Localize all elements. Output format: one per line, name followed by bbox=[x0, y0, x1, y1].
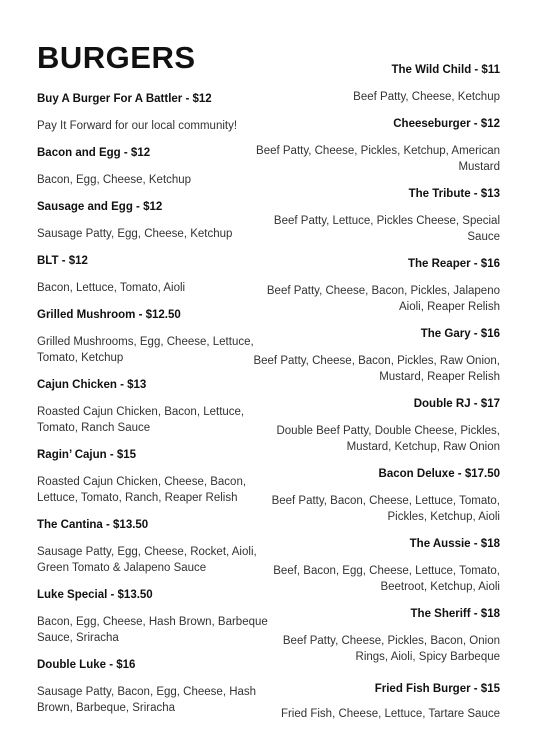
menu-item-description: Beef Patty, Cheese, Pickles, Bacon, Onion Rings, Aioli, Spicy Barbeque bbox=[282, 635, 500, 663]
menu-item-description: Fried Fish, Cheese, Lettuce, Tartare Sauce bbox=[280, 708, 500, 720]
menu-item bbox=[250, 396, 500, 466]
menu-item bbox=[37, 307, 277, 377]
menu-item bbox=[37, 377, 277, 447]
menu-item-name: The Wild Child - $11 bbox=[391, 64, 500, 76]
menu-item-description: Beef Patty, Cheese, Bacon, Pickles, Jalapeno Aioli, Reaper Relish bbox=[266, 285, 500, 313]
menu-item-name: The Aussie - $18 bbox=[409, 538, 500, 550]
menu-item-description: Bacon, Lettuce, Tomato, Aioli bbox=[37, 282, 186, 294]
menu-item bbox=[250, 606, 500, 681]
menu-item-description: Double Beef Patty, Double Cheese, Pickles, Mustard, Ketchup, Raw Onion bbox=[276, 425, 500, 453]
menu-item-name: Luke Special - $13.50 bbox=[37, 589, 153, 601]
menu-item-name: Double Luke - $16 bbox=[37, 659, 136, 671]
menu-item bbox=[37, 657, 277, 727]
menu-item bbox=[250, 466, 500, 536]
menu-item-name: The Sheriff - $18 bbox=[410, 608, 500, 620]
menu-item-description: Beef Patty, Bacon, Cheese, Lettuce, Tomato, Pickles, Ketchup, Aioli bbox=[271, 495, 500, 523]
menu-item-description: Beef Patty, Cheese, Pickles, Ketchup, American Mustard bbox=[256, 145, 500, 173]
menu-item-description: Roasted Cajun Chicken, Bacon, Lettuce, Tomato, Ranch Sauce bbox=[37, 406, 245, 434]
menu-item bbox=[250, 256, 500, 326]
menu-title: BURGERS bbox=[37, 40, 196, 75]
menu-item-description: Beef, Bacon, Egg, Cheese, Lettuce, Tomato, Beetroot, Ketchup, Aioli bbox=[273, 565, 500, 593]
menu-item-name: Sausage and Egg - $12 bbox=[37, 201, 163, 213]
menu-item-name: Double RJ - $17 bbox=[413, 398, 500, 410]
menu-item bbox=[37, 199, 277, 253]
menu-item bbox=[37, 253, 277, 307]
menu-item-name: Grilled Mushroom - $12.50 bbox=[37, 309, 181, 321]
menu-item-name: Ragin’ Cajun - $15 bbox=[37, 449, 137, 461]
menu-item-description: Sausage Patty, Bacon, Egg, Cheese, Hash Brown, Barbeque, Sriracha bbox=[37, 686, 257, 714]
menu-item bbox=[250, 681, 500, 735]
menu-item-description: Pay It Forward for our local community! bbox=[37, 120, 238, 132]
menu-column-right bbox=[250, 62, 500, 735]
menu-item-description: Beef Patty, Cheese, Ketchup bbox=[353, 91, 500, 103]
menu-item-name: Cheeseburger - $12 bbox=[393, 118, 500, 130]
menu-item-name: The Reaper - $16 bbox=[407, 258, 500, 270]
menu-item-description: Grilled Mushrooms, Egg, Cheese, Lettuce, Tomato, Ketchup bbox=[37, 336, 254, 364]
menu-item-name: BLT - $12 bbox=[37, 255, 88, 267]
menu-item-name: Fried Fish Burger - $15 bbox=[374, 683, 500, 695]
menu-item bbox=[37, 447, 277, 517]
menu-item bbox=[250, 186, 500, 256]
menu-item bbox=[37, 91, 277, 145]
menu-item-name: Cajun Chicken - $13 bbox=[37, 379, 147, 391]
menu-item-description: Roasted Cajun Chicken, Cheese, Bacon, Lettuce, Tomato, Ranch, Reaper Relish bbox=[37, 476, 247, 504]
menu-item bbox=[250, 536, 500, 606]
menu-item-description: Bacon, Egg, Cheese, Ketchup bbox=[37, 174, 192, 186]
menu-item-name: Bacon and Egg - $12 bbox=[37, 147, 151, 159]
menu-item-name: The Tribute - $13 bbox=[408, 188, 500, 200]
menu-item-description: Sausage Patty, Egg, Cheese, Ketchup bbox=[37, 228, 233, 240]
menu-item-description: Beef Patty, Lettuce, Pickles Cheese, Special Sauce bbox=[273, 215, 500, 243]
menu-item-name: The Gary - $16 bbox=[420, 328, 500, 340]
menu-item-name: Bacon Deluxe - $17.50 bbox=[378, 468, 500, 480]
menu-item bbox=[37, 517, 277, 587]
menu-item bbox=[37, 587, 277, 657]
menu-item-description: Beef Patty, Cheese, Bacon, Pickles, Raw Onion, Mustard, Reaper Relish bbox=[253, 355, 500, 383]
menu-item-description: Sausage Patty, Egg, Cheese, Rocket, Aioli, Green Tomato & Jalapeno Sauce bbox=[37, 546, 257, 574]
menu-item bbox=[250, 116, 500, 186]
menu-item bbox=[250, 326, 500, 396]
menu-item-name: The Cantina - $13.50 bbox=[37, 519, 149, 531]
menu-item-description: Bacon, Egg, Cheese, Hash Brown, Barbeque Sauce, Sriracha bbox=[37, 616, 268, 644]
menu-column-left bbox=[37, 91, 277, 727]
menu-item bbox=[37, 145, 277, 199]
menu-item bbox=[250, 62, 500, 116]
menu-item-name: Buy A Burger For A Battler - $12 bbox=[37, 93, 212, 105]
